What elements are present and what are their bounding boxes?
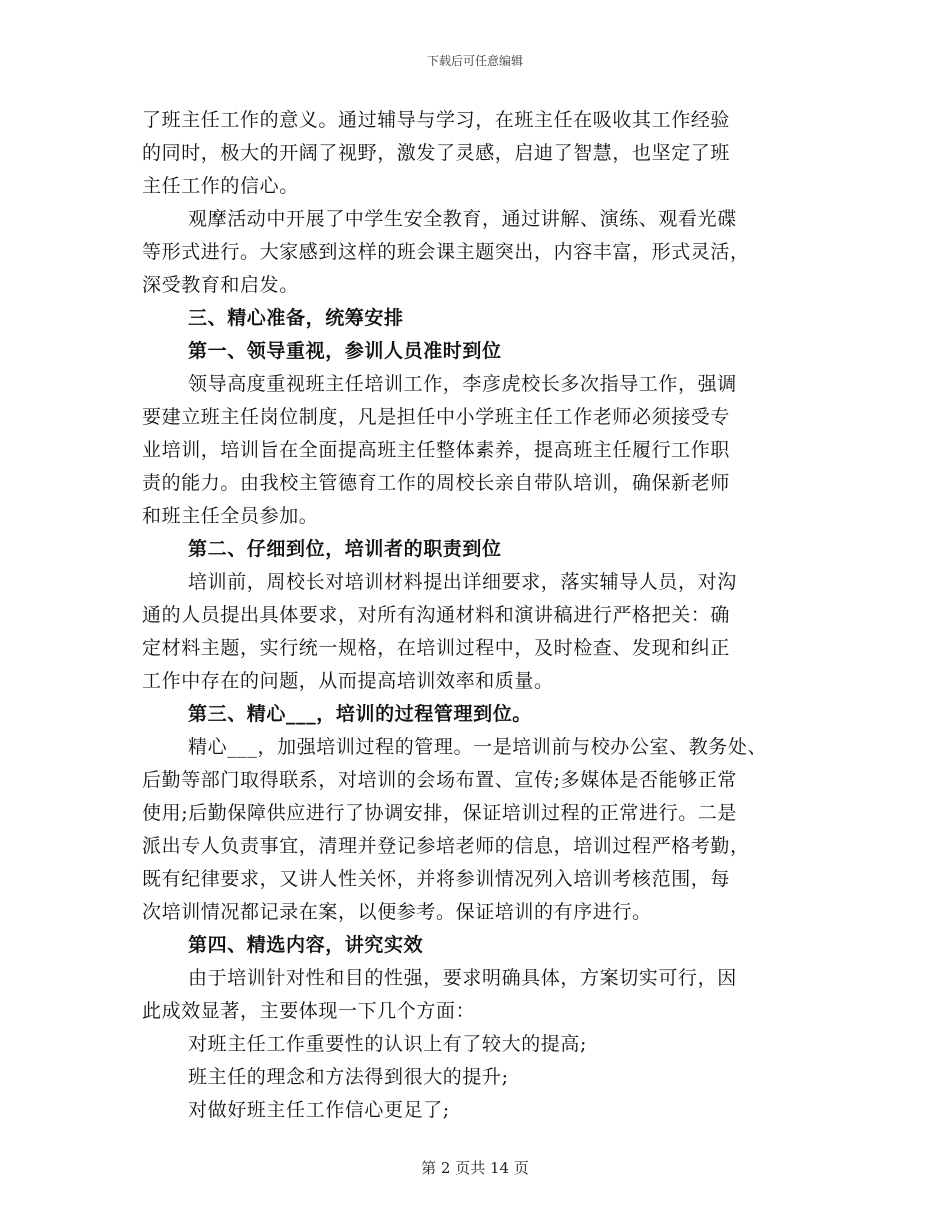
paragraph-line: 派出专人负责事宜，清理并登记参培老师的信息，培训过程严格考勤， (142, 835, 750, 857)
paragraph-line: 定材料主题，实行统一规格，在培训过程中，及时检查、发现和纠正 (142, 637, 731, 659)
paragraph-line: 次培训情况都记录在案，以便参考。保证培训的有序进行。 (142, 901, 652, 923)
paragraph-line: 主任工作的信心。 (142, 175, 299, 197)
paragraph-line: 业培训，培训旨在全面提高班主任整体素养，提高班主任履行工作职 (142, 439, 731, 461)
paragraph-line: 的同时，极大的开阔了视野，激发了灵感，启迪了智慧，也坚定了班 (142, 142, 731, 164)
paragraph-line: 深受教育和启发。 (142, 274, 299, 296)
paragraph-line: 观摩活动中开展了中学生安全教育，通过讲解、演练、观看光碟 (188, 208, 737, 230)
paragraph-line: 班主任的理念和方法得到很大的提升; (188, 1066, 509, 1088)
paragraph-line: 使用;后勤保障供应进行了协调安排，保证培训过程的正常进行。二是 (142, 802, 738, 824)
paragraph-line: 要建立班主任岗位制度，凡是担任中小学班主任工作老师必须接受专 (142, 406, 731, 428)
section-heading: 第一、领导重视，参训人员准时到位 (188, 340, 502, 362)
paragraph-line: 和班主任全员参加。 (142, 505, 319, 527)
paragraph-line: 此成效显著，主要体现一下几个方面： (142, 1000, 476, 1022)
paragraph-line: 领导高度重视班主任培训工作，李彦虎校长多次指导工作，强调 (188, 373, 737, 395)
section-heading: 第二、仔细到位，培训者的职责到位 (188, 538, 502, 560)
paragraph-line: 等形式进行。大家感到这样的班会课主题突出，内容丰富，形式灵活， (142, 241, 750, 263)
paragraph-line: 责的能力。由我校主管德育工作的周校长亲自带队培训，确保新老师 (142, 472, 731, 494)
section-heading: 三、精心准备，统筹安排 (188, 307, 404, 329)
document-body (142, 104, 812, 1127)
paragraph-line: 工作中存在的问题，从而提高培训效率和质量。 (142, 670, 554, 692)
paragraph-line: 既有纪律要求，又讲人性关怀，并将参训情况列入培训考核范围，每 (142, 868, 731, 890)
paragraph-line: 对班主任工作重要性的认识上有了较大的提高; (188, 1033, 588, 1055)
paragraph-line: 通的人员提出具体要求，对所有沟通材料和演讲稿进行严格把关：确 (142, 604, 731, 626)
page-footer: 第 2 页共 14 页 (421, 1159, 529, 1177)
paragraph-line: 后勤等部门取得联系，对培训的会场布置、宣传;多媒体是否能够正常 (142, 769, 738, 791)
paragraph-line: 培训前，周校长对培训材料提出详细要求，落实辅导人员，对沟 (188, 571, 737, 593)
paragraph-line: 对做好班主任工作信心更足了; (188, 1099, 450, 1121)
paragraph-line: 了班主任工作的意义。通过辅导与学习，在班主任在吸收其工作经验 (142, 109, 731, 131)
page-header: 下载后可任意编辑 (426, 54, 523, 68)
paragraph-line: 精心___，加强培训过程的管理。一是培训前与校办公室、教务处、 (188, 736, 768, 758)
section-heading: 第四、精选内容，讲究实效 (188, 934, 424, 956)
section-heading: 第三、精心___，培训的过程管理到位。 (188, 703, 532, 725)
paragraph-line: 由于培训针对性和目的性强，要求明确具体，方案切实可行，因 (188, 967, 737, 989)
